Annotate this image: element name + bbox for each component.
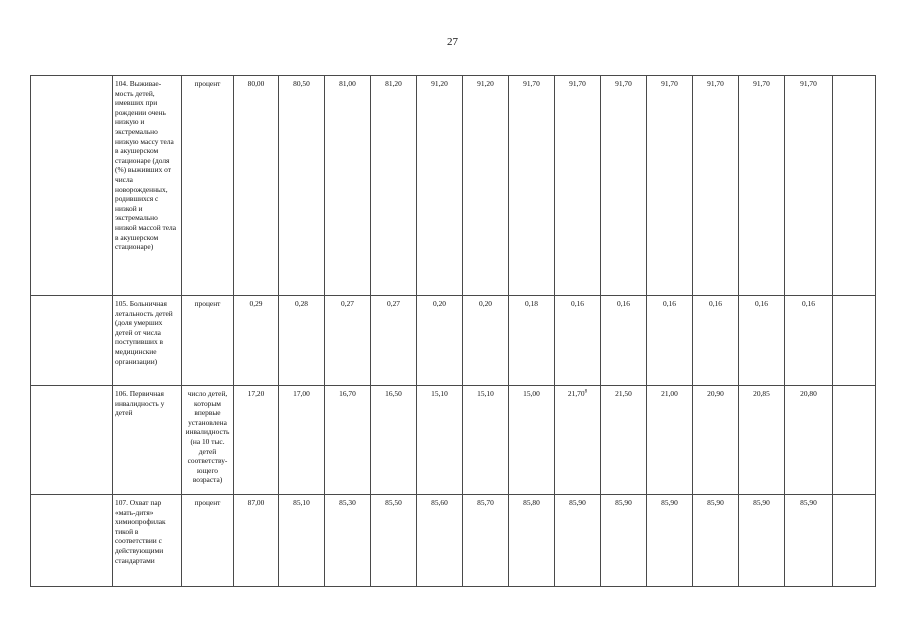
unit-cell: процент xyxy=(182,495,234,587)
value-cell: 0,27 xyxy=(371,296,417,386)
table-row xyxy=(31,76,876,296)
table-row xyxy=(31,495,876,587)
value-cell: 85,80 xyxy=(509,495,555,587)
indicators-table xyxy=(30,75,876,587)
value-cell: 85,90 xyxy=(785,495,833,587)
table-row xyxy=(31,296,876,386)
value-cell: 0,28 xyxy=(279,296,325,386)
value-cell: 0,16 xyxy=(555,296,601,386)
indicator-name: 106. Первичная инвалидность у детей xyxy=(113,386,182,495)
value-cell: 0,16 xyxy=(647,296,693,386)
value-cell: 91,70 xyxy=(647,76,693,296)
value-cell: 20,90 xyxy=(693,386,739,495)
value-cell: 85,10 xyxy=(279,495,325,587)
value-cell: 20,80 xyxy=(785,386,833,495)
value-cell: 85,90 xyxy=(647,495,693,587)
value-cell: 85,70 xyxy=(463,495,509,587)
unit-cell: процент xyxy=(182,296,234,386)
value-cell: 20,85 xyxy=(739,386,785,495)
indicator-name: 107. Охват пар «мать-дитя» химиопрофилак тикой в соответствии с действующими стандартами xyxy=(113,495,182,587)
value-cell: 0,20 xyxy=(417,296,463,386)
value-cell: 0,18 xyxy=(509,296,555,386)
indicator-name: 105. Больничная летальность детей (доля умерших детей от числа поступивших в медицинские организации) xyxy=(113,296,182,386)
value-cell: 85,30 xyxy=(325,495,371,587)
indicator-name: 104. Выживае-мость детей, имевших при рождении очень низкую и экстремально низкую массу тела в акушерском стационаре (доля (%) выживших от числа новорожденных, родившихся с низкой и экстремально низкой массой тела в акушерском стационаре) xyxy=(113,76,182,296)
value-cell: 16,50 xyxy=(371,386,417,495)
value-cell: 81,00 xyxy=(325,76,371,296)
value-cell: 0,20 xyxy=(463,296,509,386)
value-cell: 85,90 xyxy=(693,495,739,587)
value-cell: 91,70 xyxy=(739,76,785,296)
value-text: 21,70 xyxy=(567,389,585,398)
value-cell: 15,10 xyxy=(463,386,509,495)
blank-cell xyxy=(833,386,876,495)
value-cell xyxy=(555,386,601,495)
blank-cell xyxy=(31,386,113,495)
blank-cell xyxy=(31,76,113,296)
footnote-marker: 8 xyxy=(584,389,588,395)
value-cell: 91,20 xyxy=(417,76,463,296)
value-cell: 80,50 xyxy=(279,76,325,296)
value-cell: 21,50 xyxy=(601,386,647,495)
value-cell: 91,20 xyxy=(463,76,509,296)
value-cell: 80,00 xyxy=(234,76,279,296)
unit-cell: процент xyxy=(182,76,234,296)
value-cell: 0,16 xyxy=(601,296,647,386)
blank-cell xyxy=(31,296,113,386)
value-cell: 85,90 xyxy=(555,495,601,587)
value-cell: 91,70 xyxy=(785,76,833,296)
value-cell: 81,20 xyxy=(371,76,417,296)
value-cell: 0,27 xyxy=(325,296,371,386)
value-cell: 15,10 xyxy=(417,386,463,495)
value-cell: 21,00 xyxy=(647,386,693,495)
blank-cell xyxy=(833,296,876,386)
value-cell: 0,29 xyxy=(234,296,279,386)
value-cell: 85,90 xyxy=(739,495,785,587)
value-cell: 91,70 xyxy=(601,76,647,296)
value-cell: 85,50 xyxy=(371,495,417,587)
value-cell: 87,00 xyxy=(234,495,279,587)
value-cell: 0,16 xyxy=(739,296,785,386)
value-cell: 85,60 xyxy=(417,495,463,587)
blank-cell xyxy=(833,495,876,587)
value-cell: 91,70 xyxy=(693,76,739,296)
blank-cell xyxy=(31,495,113,587)
value-cell: 91,70 xyxy=(555,76,601,296)
page-number: 27 xyxy=(447,36,458,48)
value-cell: 17,20 xyxy=(234,386,279,495)
value-cell: 0,16 xyxy=(693,296,739,386)
blank-cell xyxy=(833,76,876,296)
value-cell: 16,70 xyxy=(325,386,371,495)
value-cell: 17,00 xyxy=(279,386,325,495)
value-cell: 0,16 xyxy=(785,296,833,386)
value-cell: 15,00 xyxy=(509,386,555,495)
value-cell: 91,70 xyxy=(509,76,555,296)
unit-cell: число детей, которым впервые установлена инвалидность (на 10 тыс. детей соответству-ющего возраста) xyxy=(182,386,234,495)
value-cell: 85,90 xyxy=(601,495,647,587)
table-row xyxy=(31,386,876,495)
